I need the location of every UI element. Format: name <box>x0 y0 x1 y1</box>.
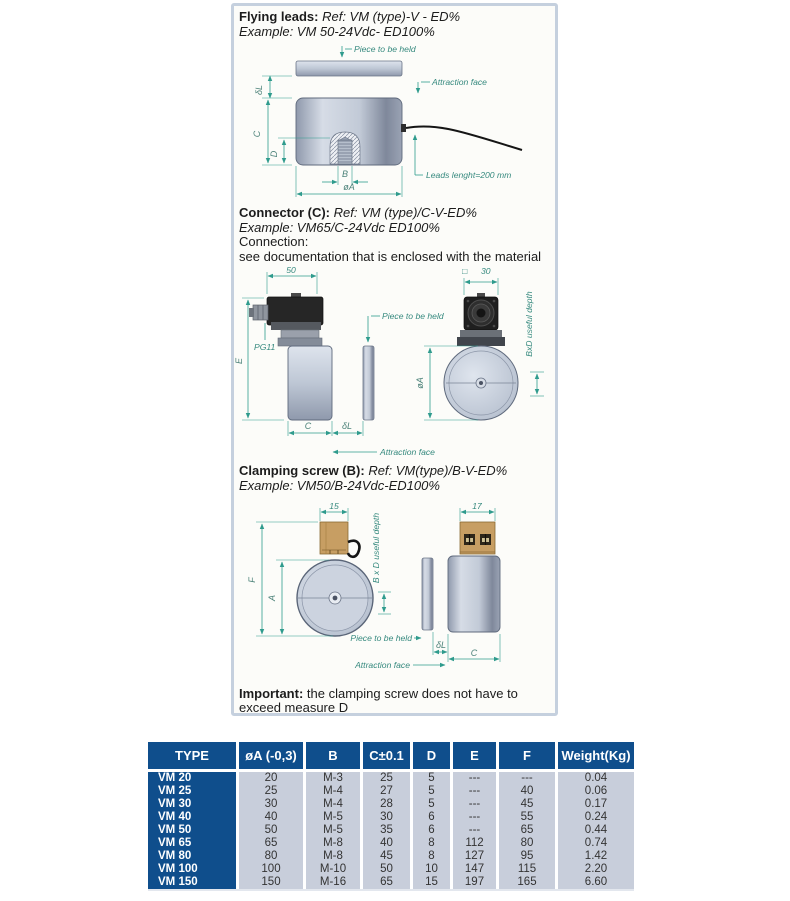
connector-drawing <box>234 264 555 464</box>
connector-title: Connector (C): <box>239 205 330 220</box>
data-cell: M-5 <box>306 824 360 837</box>
data-cell: --- <box>453 772 496 785</box>
data-cell: 150 <box>239 876 303 889</box>
data-cell: 0.24 <box>558 811 634 824</box>
collar-front <box>457 337 505 346</box>
dim-da-label: øA <box>343 182 355 192</box>
data-cell: 50 <box>239 824 303 837</box>
data-cell: 8 <box>413 850 450 863</box>
data-cell: 8 <box>413 837 450 850</box>
data-cell: 25 <box>239 785 303 798</box>
dim-30-label: 30 <box>481 266 491 276</box>
connection-label: Connection: <box>239 234 309 249</box>
connection-note: see documentation that is enclosed with the material <box>239 248 542 264</box>
flying-leads-example: Example: VM 50-24Vdc- ED100% <box>239 23 435 39</box>
data-cell: 6.60 <box>558 876 634 889</box>
data-cell: 100 <box>239 863 303 876</box>
data-cell: 30 <box>239 798 303 811</box>
row-type-cell: VM 25 <box>148 785 236 798</box>
useful-depth-label: BxD useful depth <box>524 291 534 357</box>
magnet-body-side <box>448 556 500 632</box>
data-cell: M-10 <box>306 863 360 876</box>
dim-dl-label: δL <box>254 84 264 96</box>
clamp-block <box>320 522 348 554</box>
data-cell: 197 <box>453 876 496 889</box>
data-cell: 65 <box>239 837 303 850</box>
technical-drawing-panel <box>231 3 558 716</box>
data-cell: 40 <box>363 837 410 850</box>
data-cell: M-4 <box>306 785 360 798</box>
table-body <box>148 772 634 891</box>
row-type-cell: VM 40 <box>148 811 236 824</box>
data-cell: 15 <box>413 876 450 889</box>
piece-to-be-held-label: Piece to be held <box>354 44 416 54</box>
clamping-example: Example: VM50/B-24Vdc-ED100% <box>239 477 440 493</box>
clamping-title: Clamping screw (B): <box>239 463 365 478</box>
connector-example: Example: VM65/C-24Vdc ED100% <box>239 219 440 235</box>
data-cell: --- <box>453 785 496 798</box>
data-cell: 50 <box>363 863 410 876</box>
piece-to-be-held-label: Piece to be held <box>350 633 412 643</box>
data-cell: 20 <box>239 772 303 785</box>
data-cell: 35 <box>363 824 410 837</box>
data-cell: 5 <box>413 772 450 785</box>
data-cell: 95 <box>499 850 555 863</box>
data-cell: 80 <box>239 850 303 863</box>
flying-lead-cable <box>406 126 522 150</box>
data-cell: 30 <box>363 811 410 824</box>
attraction-face-label: Attraction face <box>432 77 487 87</box>
flying-leads-ref: Ref: VM (type)-V - ED% <box>322 9 461 24</box>
data-cell: 45 <box>499 798 555 811</box>
connector-heading <box>239 206 553 264</box>
data-cell: 40 <box>239 811 303 824</box>
collar-front-top <box>460 330 502 337</box>
clamp-block-side <box>460 522 495 554</box>
dim-17-label: 17 <box>472 501 482 511</box>
connector-side-view <box>234 265 444 457</box>
cable-exit <box>401 124 406 132</box>
dim-dl-label: δL <box>435 640 447 650</box>
important-text2: exceed measure D <box>239 700 349 715</box>
data-cell: 0.44 <box>558 824 634 837</box>
useful-depth-label: B x D useful depth <box>371 512 381 584</box>
data-cell: 115 <box>499 863 555 876</box>
connector-front-view <box>415 266 544 420</box>
row-type-cell: VM 30 <box>148 798 236 811</box>
data-cell: M-4 <box>306 798 360 811</box>
data-cell: 5 <box>413 798 450 811</box>
row-type-cell: VM 100 <box>148 863 236 876</box>
row-type-cell: VM 65 <box>148 837 236 850</box>
data-cell: M-16 <box>306 876 360 889</box>
data-cell: 0.74 <box>558 837 634 850</box>
dim-c-label: C <box>304 421 312 431</box>
dim-a-label: A <box>267 594 277 602</box>
dim-da-label: øA <box>415 377 425 389</box>
din-connector-front <box>464 293 498 330</box>
leads-length-label: Leads lenght=200 mm <box>426 170 512 180</box>
piece-disc-side <box>363 346 374 420</box>
data-cell: 5 <box>413 785 450 798</box>
data-cell: 40 <box>499 785 555 798</box>
data-cell: 6 <box>413 811 450 824</box>
dim-e-label: E <box>234 357 244 365</box>
data-cell: --- <box>453 824 496 837</box>
dim-c-label: C <box>252 130 262 138</box>
piece-disc-side <box>422 558 433 630</box>
magnet-front-circle <box>297 560 373 636</box>
data-cell: 112 <box>453 837 496 850</box>
dim-d-label: D <box>269 150 279 158</box>
row-type-cell: VM 50 <box>148 824 236 837</box>
column-header: C±0.1 <box>363 742 410 769</box>
data-cell: --- <box>453 811 496 824</box>
dim-b-label: B <box>341 169 349 179</box>
piece-disc <box>296 61 402 76</box>
column-header: B <box>306 742 360 769</box>
table-header-row <box>148 742 634 769</box>
flying-leads-heading <box>239 10 553 39</box>
column-header: D <box>413 742 450 769</box>
data-cell: M-8 <box>306 837 360 850</box>
specifications-table <box>148 742 634 891</box>
data-cell: 65 <box>363 876 410 889</box>
data-cell: 0.17 <box>558 798 634 811</box>
dim-f-label: F <box>247 577 257 583</box>
data-cell: M-5 <box>306 811 360 824</box>
row-type-cell: VM 150 <box>148 876 236 889</box>
data-cell: 0.04 <box>558 772 634 785</box>
data-cell: 27 <box>363 785 410 798</box>
pg11-label: PG11 <box>254 342 276 352</box>
flying-leads-title: Flying leads: <box>239 9 319 24</box>
data-cell: 0.06 <box>558 785 634 798</box>
connector-collar <box>278 338 322 346</box>
data-cell: 25 <box>363 772 410 785</box>
data-cell: --- <box>499 772 555 785</box>
dim-dl-label: δL <box>341 421 353 431</box>
column-header: E <box>453 742 496 769</box>
dim-50-label: 50 <box>286 265 296 275</box>
data-cell: 2.20 <box>558 863 634 876</box>
square-symbol: □ <box>462 266 468 276</box>
important-text: the clamping screw does not have to <box>306 686 518 701</box>
column-header: Weight(Kg) <box>558 742 634 769</box>
flying-leads-drawing <box>234 44 555 206</box>
dim-15-label: 15 <box>329 501 339 511</box>
attraction-face-label: Attraction face <box>380 447 435 457</box>
data-cell: 10 <box>413 863 450 876</box>
clamping-screw-drawing <box>234 500 555 686</box>
data-cell: --- <box>453 798 496 811</box>
important-label: Important: <box>239 686 304 701</box>
connector-ref: Ref: VM (type)/C-V-ED% <box>333 205 477 220</box>
data-cell: 1.42 <box>558 850 634 863</box>
clamp-hook <box>348 541 359 557</box>
data-cell: 65 <box>499 824 555 837</box>
magnet-body <box>296 98 406 165</box>
dim-c-label: C <box>470 648 478 658</box>
data-cell: 80 <box>499 837 555 850</box>
column-header: øA (-0,3) <box>239 742 303 769</box>
clamp-front-view <box>247 501 391 636</box>
connector-neck <box>281 330 319 338</box>
data-cell: 55 <box>499 811 555 824</box>
data-cell: 165 <box>499 876 555 889</box>
piece-to-be-held-label: Piece to be held <box>382 311 444 321</box>
data-cell: 147 <box>453 863 496 876</box>
row-type-cell: VM 20 <box>148 772 236 785</box>
data-cell: 28 <box>363 798 410 811</box>
clamping-screw-heading <box>239 464 553 493</box>
column-header: TYPE <box>148 742 236 769</box>
data-cell: 6 <box>413 824 450 837</box>
magnet-front-circle <box>444 346 518 420</box>
din-connector <box>249 293 323 330</box>
data-cell: 45 <box>363 850 410 863</box>
important-note <box>239 687 553 715</box>
column-header: F <box>499 742 555 769</box>
clamping-ref: Ref: VM(type)/B-V-ED% <box>368 463 508 478</box>
data-cell: M-8 <box>306 850 360 863</box>
magnet-body-side <box>288 346 332 420</box>
threaded-stud <box>338 140 352 164</box>
data-cell: 127 <box>453 850 496 863</box>
row-type-cell: VM 80 <box>148 850 236 863</box>
attraction-face-label: Attraction face <box>355 660 410 670</box>
data-cell: M-3 <box>306 772 360 785</box>
